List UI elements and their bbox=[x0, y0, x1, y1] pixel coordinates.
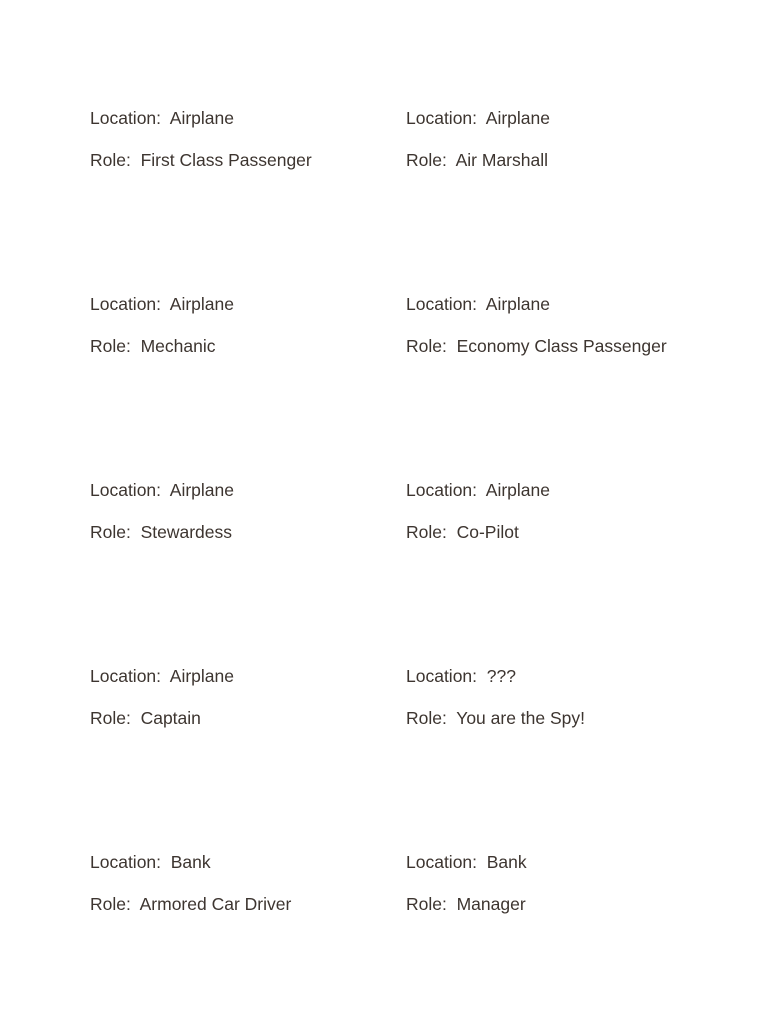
card-role: Role: Co-Pilot bbox=[406, 522, 519, 542]
role-card bbox=[90, 851, 390, 915]
card-role: Role: Mechanic bbox=[90, 336, 216, 356]
role-card bbox=[406, 107, 706, 171]
role-card bbox=[406, 479, 706, 543]
card-location: Location: Airplane bbox=[406, 480, 550, 500]
card-role: Role: Air Marshall bbox=[406, 150, 548, 170]
card-location: Location: Airplane bbox=[90, 108, 234, 128]
card-location: Location: Airplane bbox=[90, 480, 234, 500]
card-role: Role: Armored Car Driver bbox=[90, 894, 292, 914]
card-role: Role: Captain bbox=[90, 708, 201, 728]
card-location: Location: Bank bbox=[90, 852, 211, 872]
role-card bbox=[90, 665, 390, 729]
role-card bbox=[90, 293, 390, 357]
card-location: Location: Airplane bbox=[406, 294, 550, 314]
spy-card bbox=[406, 665, 706, 729]
card-role: Role: Stewardess bbox=[90, 522, 233, 542]
card-role: Role: First Class Passenger bbox=[90, 150, 312, 170]
role-card bbox=[90, 479, 390, 543]
role-card bbox=[406, 293, 706, 357]
card-role: Role: Economy Class Passenger bbox=[406, 336, 667, 356]
role-card bbox=[406, 851, 706, 915]
card-location: Location: ??? bbox=[406, 666, 516, 686]
role-card bbox=[90, 107, 390, 171]
card-location: Location: Airplane bbox=[90, 294, 234, 314]
card-role: Role: You are the Spy! bbox=[406, 708, 586, 728]
card-location: Location: Airplane bbox=[406, 108, 550, 128]
card-location: Location: Bank bbox=[406, 852, 527, 872]
card-location: Location: Airplane bbox=[90, 666, 234, 686]
card-role: Role: Manager bbox=[406, 894, 526, 914]
